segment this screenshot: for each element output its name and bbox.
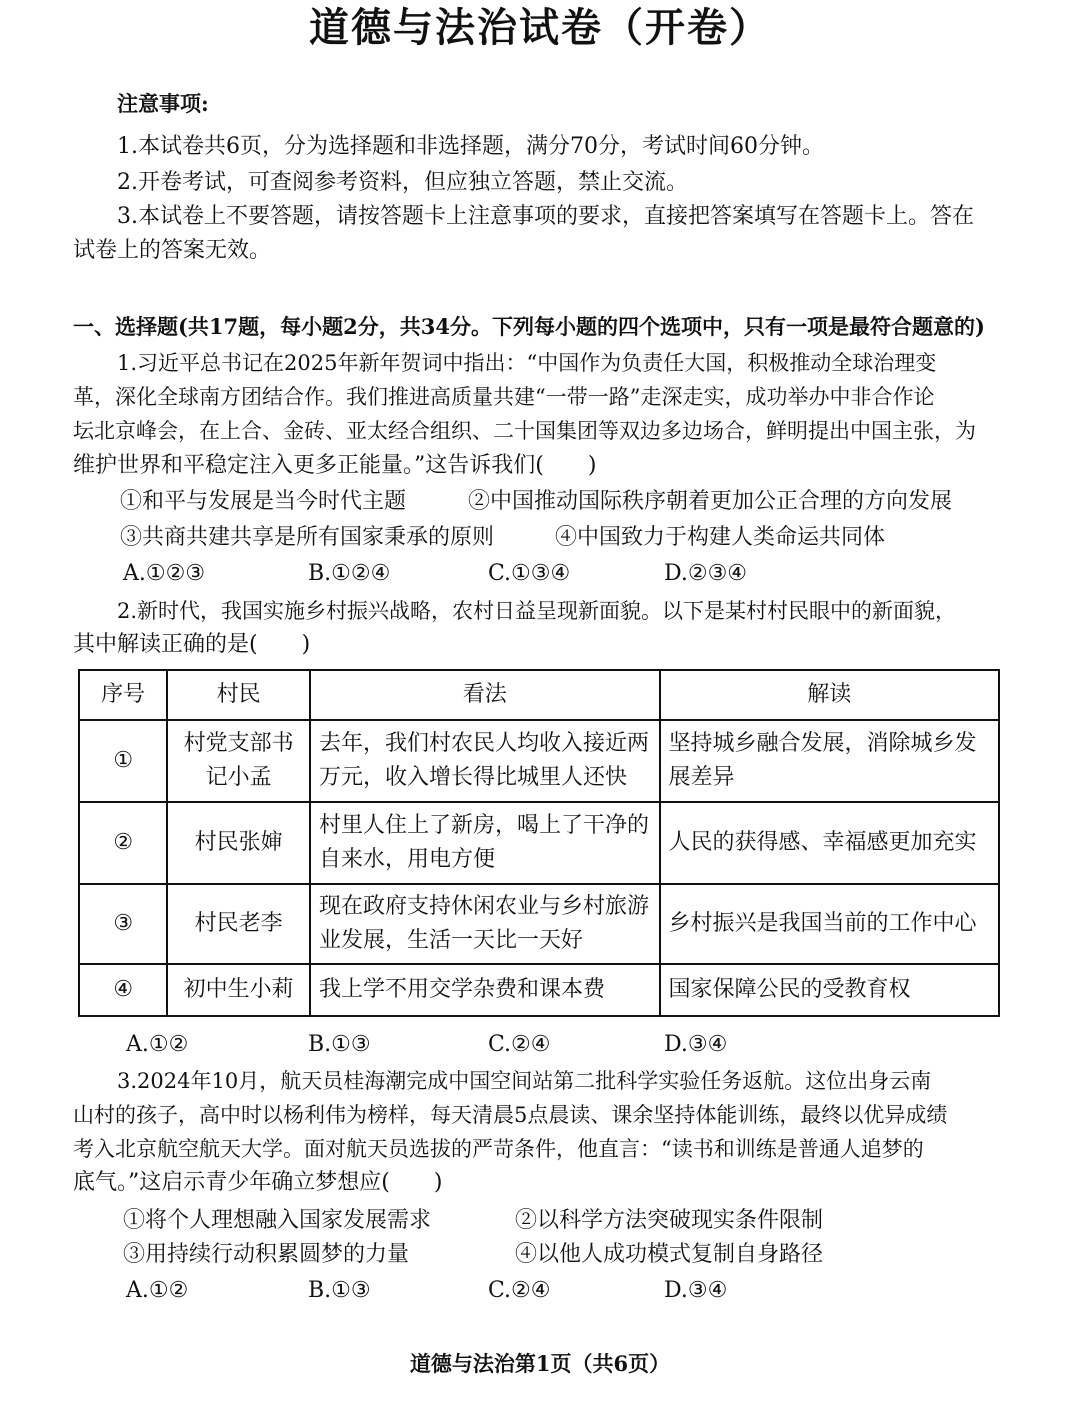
q2-line: 其中解读正确的是( ) bbox=[73, 632, 311, 657]
row-villager: 村民张婶 bbox=[167, 802, 310, 884]
q2-option-c: C.②④ bbox=[488, 1032, 551, 1057]
page-footer: 道德与法治第1页（共6页） bbox=[409, 1351, 671, 1376]
table-row bbox=[79, 964, 999, 1016]
notice-item: 2.开卷考试，可查阅参考资料，但应独立答题，禁止交流。 bbox=[117, 170, 688, 195]
row-view: 村里人住上了新房，喝上了干净的自来水，用电方便 bbox=[310, 802, 660, 884]
q1-statement: ③共商共建共享是所有国家秉承的原则 bbox=[120, 525, 495, 550]
q3-option-c: C.②④ bbox=[488, 1278, 551, 1303]
q1-line: 坛北京峰会，在上合、金砖、亚太经合组织、二十国集团等双边多边场合，鲜明提出中国主张，为 bbox=[73, 419, 976, 443]
table-row bbox=[79, 720, 999, 802]
table-header: 看法 bbox=[310, 670, 660, 720]
q1-line: 维护世界和平稳定注入更多正能量。”这告诉我们( ) bbox=[73, 453, 597, 478]
row-reading: 乡村振兴是我国当前的工作中心 bbox=[660, 884, 1000, 964]
q2-table bbox=[78, 669, 1000, 1017]
notice-item: 试卷上的答案无效。 bbox=[73, 238, 272, 263]
q3-statement: ②以科学方法突破现实条件限制 bbox=[515, 1208, 824, 1233]
q1-option-b: B.①②④ bbox=[308, 561, 391, 586]
table-header: 序号 bbox=[79, 670, 167, 720]
row-number: ③ bbox=[79, 884, 167, 964]
row-reading: 国家保障公民的受教育权 bbox=[660, 964, 1000, 1016]
page-title: 道德与法治试卷（开卷） bbox=[309, 5, 771, 51]
q1-statement: ④中国致力于构建人类命运共同体 bbox=[555, 525, 886, 550]
row-view: 去年，我们村农民人均收入接近两万元，收入增长得比城里人还快 bbox=[310, 720, 660, 802]
row-number: ② bbox=[79, 802, 167, 884]
q1-line: 1.习近平总书记在2025年新年贺词中指出：“中国作为负责任大国，积极推动全球治理变 bbox=[117, 351, 937, 375]
q2-line: 2.新时代，我国实施乡村振兴战略，农村日益呈现新面貌。以下是某村村民眼中的新面貌， bbox=[117, 599, 957, 623]
row-view: 我上学不用交学杂费和课本费 bbox=[310, 964, 660, 1016]
q1-statement: ①和平与发展是当今时代主题 bbox=[120, 489, 407, 514]
row-villager: 村党支部书记小孟 bbox=[167, 720, 310, 802]
table-header: 解读 bbox=[660, 670, 1000, 720]
q3-option-d: D.③④ bbox=[664, 1278, 728, 1303]
row-reading: 人民的获得感、幸福感更加充实 bbox=[660, 802, 1000, 884]
q2-option-a: A.①② bbox=[126, 1032, 189, 1057]
q3-line: 底气。”这启示青少年确立梦想应( ) bbox=[73, 1170, 443, 1195]
q3-option-b: B.①③ bbox=[308, 1278, 371, 1303]
q3-line: 3.2024年10月，航天员桂海潮完成中国空间站第二批科学实验任务返航。这位出身云南 bbox=[117, 1069, 932, 1093]
notice-heading: 注意事项: bbox=[117, 91, 209, 116]
row-view: 现在政府支持休闲农业与乡村旅游业发展，生活一天比一天好 bbox=[310, 884, 660, 964]
row-reading: 坚持城乡融合发展，消除城乡发展差异 bbox=[660, 720, 1000, 802]
q3-statement: ④以他人成功模式复制自身路径 bbox=[515, 1242, 824, 1267]
q2-option-d: D.③④ bbox=[664, 1032, 728, 1057]
q1-line: 革，深化全球南方团结合作。我们推进高质量共建“一带一路”走深走实，成功举办中非合作论 bbox=[73, 385, 935, 409]
q3-line: 考入北京航空航天大学。面对航天员选拔的严苛条件，他直言：“读书和训练是普通人追梦的 bbox=[73, 1137, 924, 1161]
q1-option-d: D.②③④ bbox=[664, 561, 748, 586]
row-number: ① bbox=[79, 720, 167, 802]
notice-item: 1.本试卷共6页，分为选择题和非选择题，满分70分，考试时间60分钟。 bbox=[117, 134, 824, 159]
q1-statement: ②中国推动国际秩序朝着更加公正合理的方向发展 bbox=[468, 489, 953, 514]
q1-option-a: A.①②③ bbox=[123, 561, 206, 586]
q3-option-a: A.①② bbox=[126, 1278, 189, 1303]
section-heading: 一、选择题(共17题，每小题2分，共34分。下列每小题的四个选项中，只有一项是最符合题意的) bbox=[73, 314, 985, 339]
q1-option-c: C.①③④ bbox=[488, 561, 571, 586]
row-villager: 初中生小莉 bbox=[167, 964, 310, 1016]
q3-statement: ③用持续行动积累圆梦的力量 bbox=[123, 1242, 410, 1267]
q3-statement: ①将个人理想融入国家发展需求 bbox=[123, 1208, 432, 1233]
notice-item: 3.本试卷上不要答题，请按答题卡上注意事项的要求，直接把答案填写在答题卡上。答在 bbox=[117, 204, 974, 229]
row-villager: 村民老李 bbox=[167, 884, 310, 964]
table-header: 村民 bbox=[167, 670, 310, 720]
row-number: ④ bbox=[79, 964, 167, 1016]
table-header-row bbox=[79, 670, 999, 720]
q3-line: 山村的孩子，高中时以杨利伟为榜样，每天清晨5点晨读、课余坚持体能训练，最终以优异成绩 bbox=[73, 1103, 948, 1127]
table-row bbox=[79, 884, 999, 964]
table-row bbox=[79, 802, 999, 884]
q2-option-b: B.①③ bbox=[308, 1032, 371, 1057]
